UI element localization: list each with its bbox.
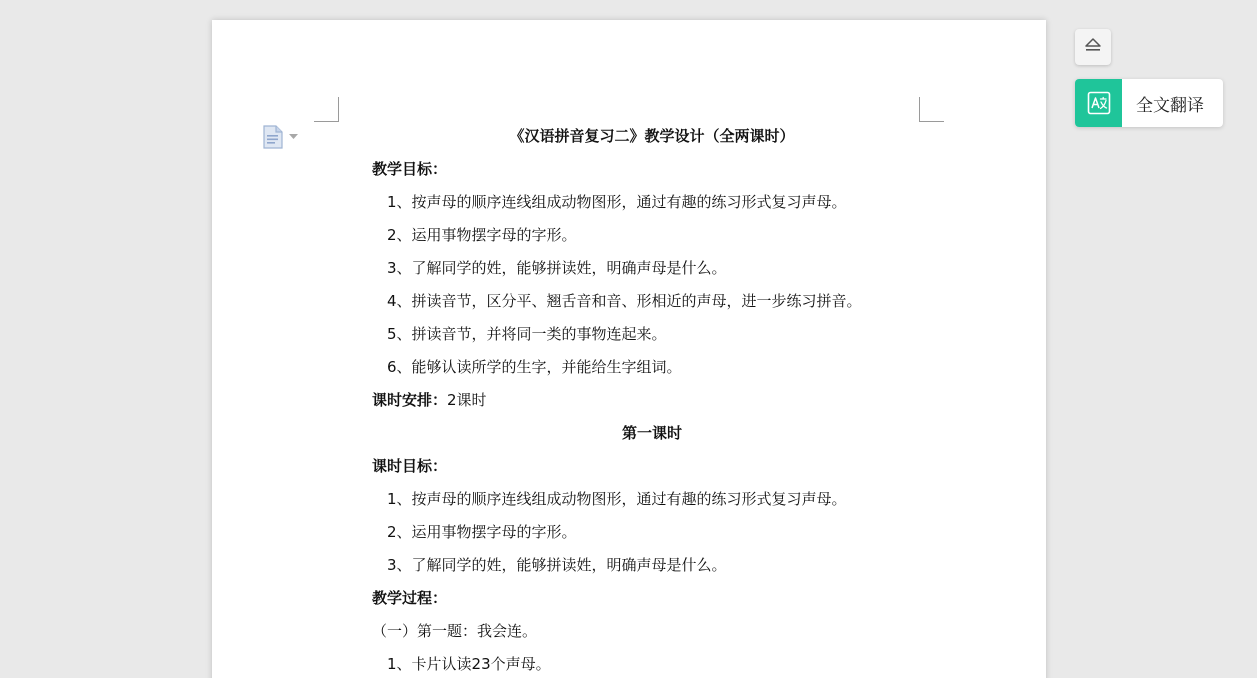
caret-down-icon (289, 134, 298, 140)
translate-icon (1075, 79, 1122, 127)
eject-button[interactable] (1075, 29, 1111, 65)
schedule-value: 2课时 (447, 391, 487, 409)
margin-corner-top-right (919, 97, 944, 122)
process-heading: 教学过程： (372, 589, 448, 607)
lesson-goals-heading: 课时目标： (372, 457, 448, 475)
lesson-goal-item: 1、按声母的顺序连线组成动物图形，通过有趣的练习形式复习声母。 (387, 490, 847, 508)
goal-item: 3、了解同学的姓，能够拼读姓，明确声母是什么。 (387, 259, 727, 277)
goals-heading: 教学目标： (372, 160, 448, 178)
translate-label: 全文翻译 (1136, 95, 1204, 116)
process-item: 1、卡片认读23个声母。 (387, 655, 551, 673)
lesson-goal-item: 3、了解同学的姓，能够拼读姓，明确声母是什么。 (387, 556, 727, 574)
goal-item: 5、拼读音节，并将同一类的事物连起来。 (387, 325, 667, 343)
goal-item: 1、按声母的顺序连线组成动物图形，通过有趣的练习形式复习声母。 (387, 193, 847, 211)
document-body (372, 120, 932, 678)
goal-item: 6、能够认读所学的生字，并能给生字组词。 (387, 358, 682, 376)
process-step: （一）第一题：我会连。 (372, 622, 538, 640)
goal-item: 2、运用事物摆字母的字形。 (387, 226, 577, 244)
schedule-line (372, 384, 932, 417)
document-icon (263, 125, 283, 149)
schedule-label: 课时安排： (372, 391, 448, 409)
lesson-goal-item: 2、运用事物摆字母的字形。 (387, 523, 577, 541)
eject-icon (1084, 37, 1102, 57)
document-page (212, 20, 1046, 678)
document-menu-button[interactable] (263, 124, 303, 150)
document-title: 《汉语拼音复习二》教学设计（全两课时） (509, 127, 795, 145)
full-translate-button[interactable] (1075, 79, 1223, 127)
goal-item: 4、拼读音节，区分平、翘舌音和音、形相近的声母，进一步练习拼音。 (387, 292, 862, 310)
margin-corner-top-left (314, 97, 339, 122)
lesson1-heading: 第一课时 (621, 424, 682, 442)
